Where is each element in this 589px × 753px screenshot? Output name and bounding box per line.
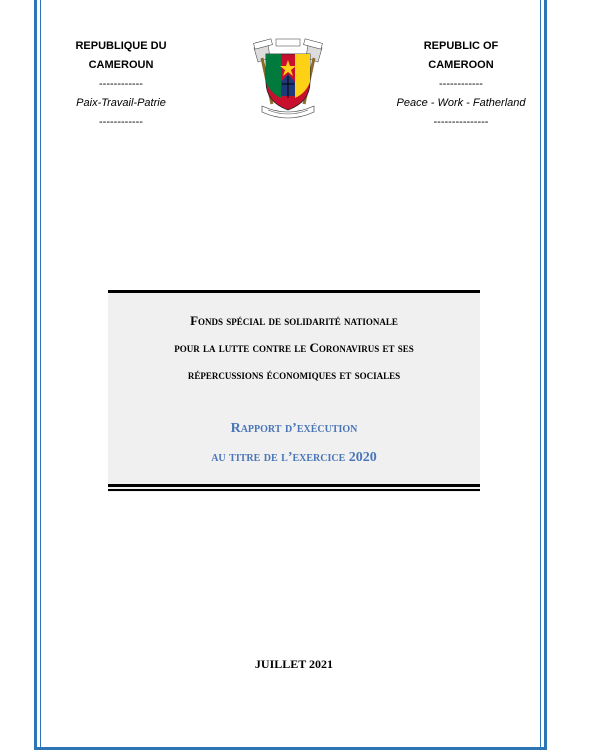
motto-fr: Paix-Travail-Patrie [76,97,166,109]
cameroon-coat-of-arms-icon [248,38,328,120]
country-name-en-line2: CAMEROON [428,59,494,71]
title-box-bottom-rule [108,489,480,491]
title-line: répercussions économiques et sociales [187,367,401,382]
motto-en: Peace - Work - Fatherland [396,97,526,109]
separator: ------------ [99,116,143,128]
title-box-bottom-rule [108,484,480,487]
country-name-fr-line1: REPUBLIQUE DU [75,40,167,52]
title-box-top-rule [108,290,480,293]
subtitle-line: au titre de l’exercice 2020 [211,450,377,465]
country-name-fr-line2: CAMEROUN [88,59,154,71]
title-line: Fonds spécial de solidarité nationale [190,313,398,328]
publication-date: JUILLET 2021 [254,657,334,671]
separator: --------------- [433,116,489,128]
document-subtitle [108,414,480,472]
separator: ------------ [439,78,483,90]
header-right [381,37,541,132]
separator: ------------ [99,78,143,90]
country-name-en-line1: REPUBLIC OF [423,40,499,52]
document-title [108,307,480,388]
header-left [41,37,201,132]
subtitle-line: Rapport d’exécution [230,421,358,436]
title-line: pour la lutte contre le Coronavirus et ses [174,340,414,355]
